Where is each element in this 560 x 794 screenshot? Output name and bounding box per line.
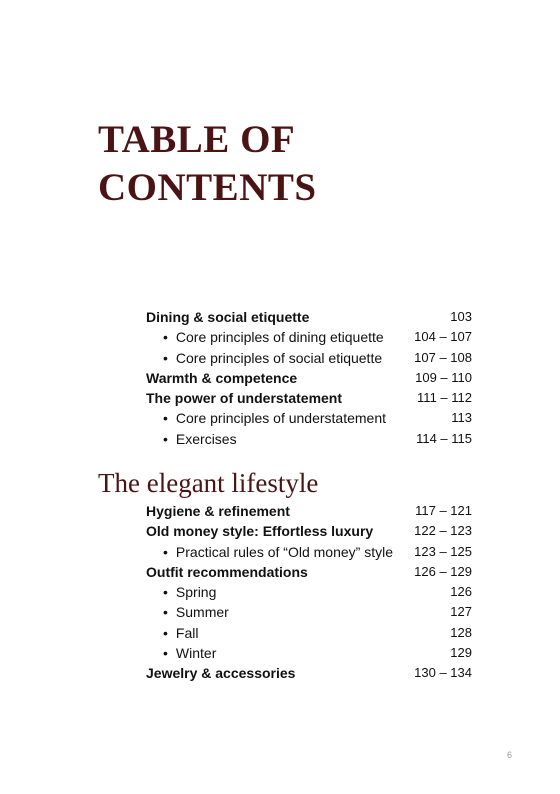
toc-entry-pages: 129 [450, 645, 472, 661]
page-title-line-1: TABLE OF [98, 118, 296, 161]
toc-entry-label [163, 542, 393, 562]
toc-entry [146, 663, 472, 683]
page-title-line-2: CONTENTS [98, 166, 317, 209]
toc-list-part-1 [146, 307, 472, 449]
toc-entry-text: Outfit recommendations [146, 563, 308, 580]
toc-entry-text: The power of understatement [146, 390, 343, 407]
bullet-icon: • [163, 349, 168, 366]
toc-entry-text: Exercises [175, 430, 237, 447]
toc-entry [146, 521, 472, 541]
bullet-icon: • [163, 604, 168, 621]
toc-entry [146, 368, 472, 388]
toc-entry-text: Core principles of social etiquette [175, 349, 383, 366]
toc-subentry [146, 602, 472, 622]
toc-entry-text: Dining & social etiquette [146, 309, 310, 325]
toc-entry-label [163, 408, 386, 428]
toc-entry-text: Winter [175, 645, 217, 662]
bullet-icon: • [163, 329, 168, 346]
toc-entry-text: Warmth & competence [146, 369, 298, 386]
toc-entry-pages: 126 – 129 [414, 563, 472, 579]
toc-entry-pages: 130 – 134 [414, 665, 472, 681]
bullet-icon: • [163, 410, 168, 427]
toc-list-part-2 [146, 501, 472, 684]
toc-entry-pages: 127 [450, 604, 472, 620]
toc-entry-label [146, 663, 295, 683]
toc-entry-text: Fall [175, 624, 199, 641]
toc-entry-text: Old money style: Effortless luxury [146, 523, 374, 540]
bullet-icon: • [163, 430, 168, 447]
toc-subentry [146, 408, 472, 428]
toc-entry-pages: 126 [450, 584, 472, 600]
section-heading: The elegant lifestyle [98, 468, 319, 498]
toc-subentry [146, 327, 472, 347]
toc-entry-label [163, 429, 237, 449]
page-number: 6 [506, 750, 512, 760]
toc-entry-pages: 123 – 125 [414, 543, 472, 559]
toc-entry-pages: 128 [450, 624, 472, 640]
toc-entry [146, 501, 472, 521]
toc-entry [146, 388, 472, 408]
bullet-icon: • [163, 543, 168, 560]
toc-entry-label [163, 582, 216, 602]
toc-entry-label [163, 602, 229, 622]
toc-entry [146, 307, 472, 327]
toc-entry-text: Spring [175, 584, 217, 601]
toc-entry-label [146, 501, 290, 521]
toc-entry-text: Core principles of dining etiquette [175, 329, 384, 346]
page-title [98, 116, 317, 212]
toc-entry-pages: 111 – 112 [417, 390, 472, 406]
toc-entry [146, 562, 472, 582]
toc-entry-text: Core principles of understatement [175, 410, 387, 427]
toc-entry-text: Practical rules of “Old money” style [175, 543, 393, 560]
toc-entry-pages: 117 – 121 [415, 503, 472, 518]
toc-entry-label [163, 348, 382, 368]
toc-entry-label [163, 623, 198, 643]
toc-entry-label [163, 327, 384, 347]
toc-entry-pages: 104 – 107 [414, 329, 472, 345]
toc-subentry [146, 643, 472, 663]
toc-subentry [146, 348, 472, 368]
bullet-icon: • [163, 645, 168, 662]
toc-entry-label [146, 307, 309, 327]
toc-subentry [146, 623, 472, 643]
toc-subentry [146, 582, 472, 602]
toc-entry-text: Summer [175, 604, 229, 621]
toc-entry-label [146, 562, 308, 582]
toc-entry-pages: 113 [451, 410, 472, 426]
toc-entry-label [163, 643, 216, 663]
toc-entry-label [146, 521, 373, 541]
toc-entry-label [146, 388, 342, 408]
toc-subentry [146, 429, 472, 449]
toc-entry-pages: 107 – 108 [414, 349, 472, 365]
toc-entry-pages: 109 – 110 [415, 369, 472, 385]
toc-entry-pages: 122 – 123 [414, 523, 472, 539]
toc-entry-label [146, 368, 297, 388]
bullet-icon: • [163, 584, 168, 601]
toc-entry-pages: 103 [450, 309, 472, 324]
bullet-icon: • [163, 624, 168, 641]
toc-entry-pages: 114 – 115 [416, 430, 472, 446]
toc-entry-text: Jewelry & accessories [146, 665, 296, 682]
toc-entry-text: Hygiene & refinement [146, 503, 290, 519]
toc-subentry [146, 542, 472, 562]
